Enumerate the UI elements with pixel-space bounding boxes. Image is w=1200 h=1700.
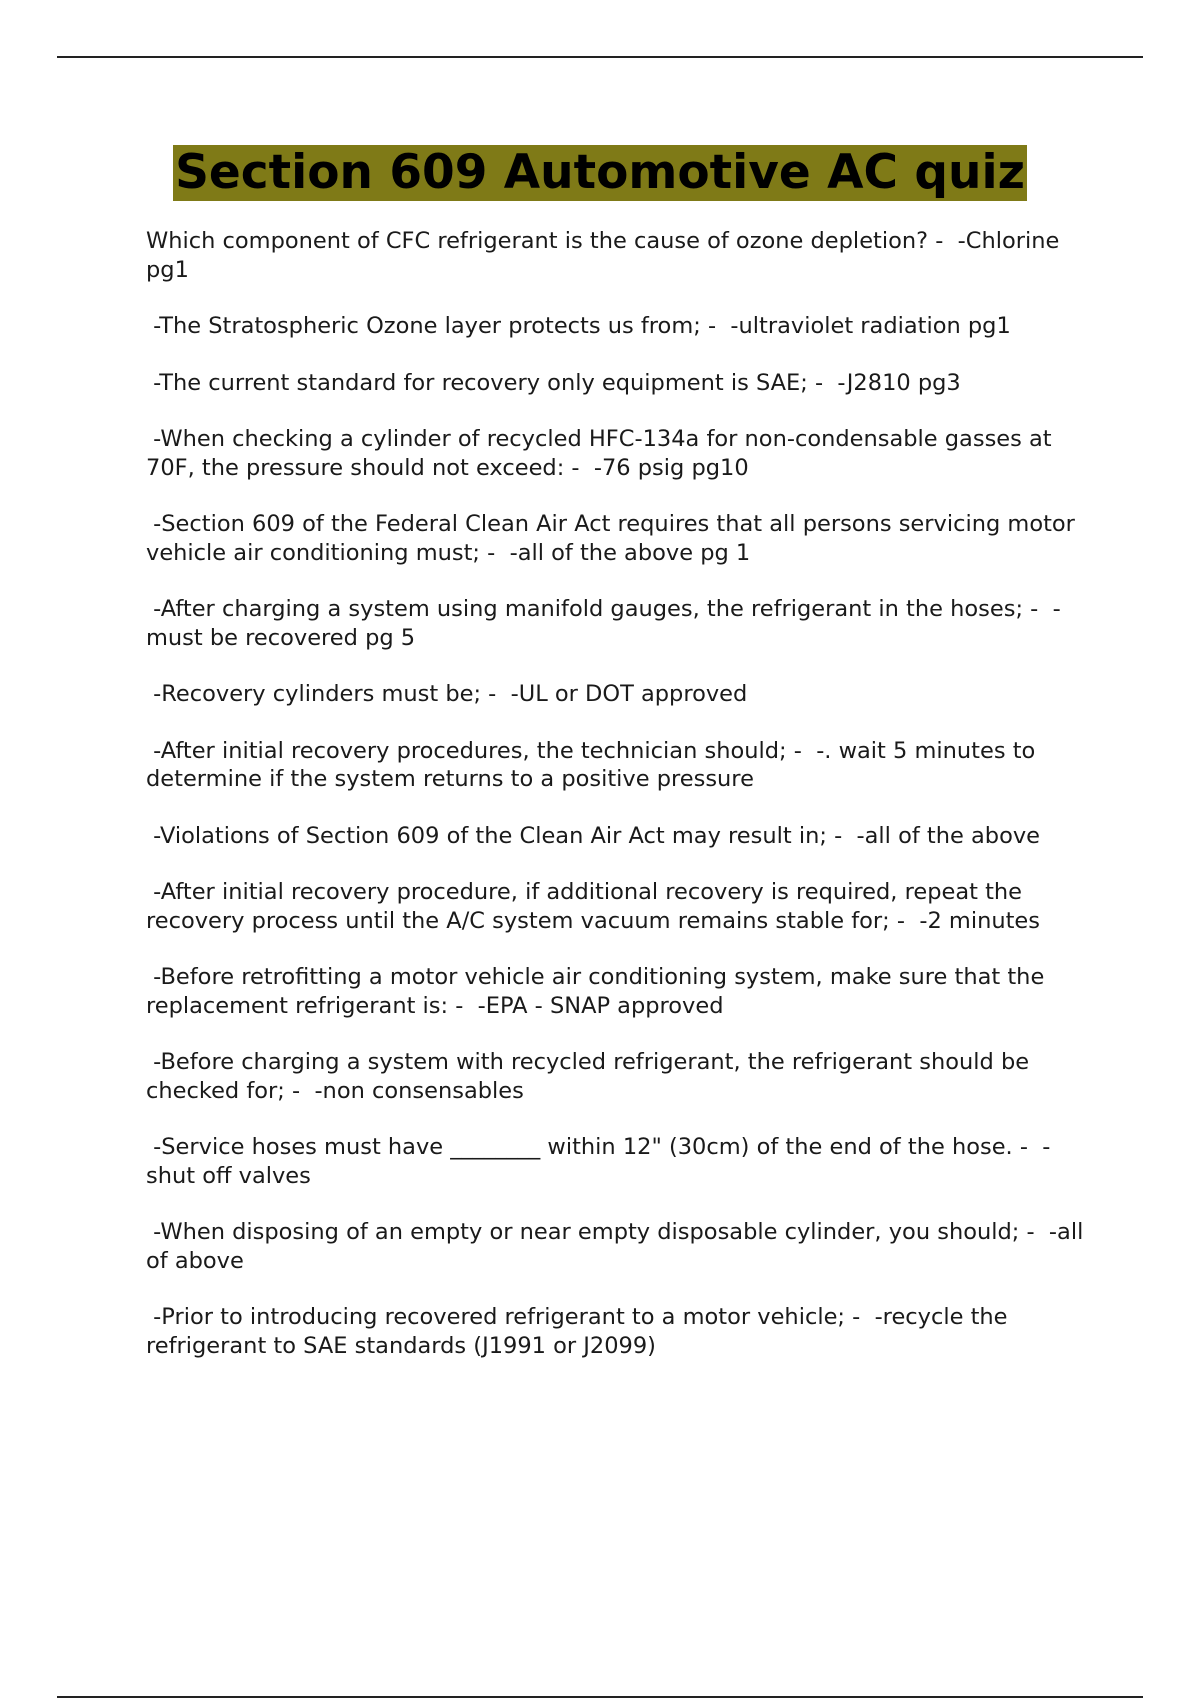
question-item: -Before charging a system with recycled refrigerant, the refrigerant should be checked for; - -non consensables — [146, 1049, 1037, 1104]
question-item: -After charging a system using manifold gauges, the refrigerant in the hoses; - -must be recovered pg 5 — [146, 596, 1061, 651]
question-item: -Recovery cylinders must be; - -UL or DOT approved — [146, 681, 748, 707]
question-list — [146, 227, 1096, 1388]
question-item: -Violations of Section 609 of the Clean Air Act may result in; - -all of the above — [146, 822, 1040, 849]
question-item: -After initial recovery procedures, the technician should; - -. wait 5 minutes to determine if the system returns to a positive pressure — [146, 737, 1043, 792]
question-item: -Service hoses must have ________ within 12" (30cm) of the end of the hose. - -shut off valves — [146, 1134, 1051, 1189]
question-item: -Before retrofitting a motor vehicle air conditioning system, make sure that the replacement refrigerant is: - -EPA - SNAP approved — [146, 964, 1052, 1019]
question-item: -The current standard for recovery only equipment is SAE; - -J2810 pg3 — [146, 369, 961, 396]
question-item: -When checking a cylinder of recycled HFC-134a for non-condensable gasses at 70F, the pressure should not exceed: - -76 psig pg10 — [146, 426, 1059, 481]
question-item: -After initial recovery procedure, if additional recovery is required, repeat the recovery process until the A/C system vacuum remains stable for; - -2 minutes — [146, 879, 1041, 934]
question-item: -Section 609 of the Federal Clean Air Act requires that all persons servicing motor vehicle air conditioning must; - -all of the above pg 1 — [146, 511, 1083, 566]
top-rule — [57, 56, 1143, 58]
question-item: Which component of CFC refrigerant is the cause of ozone depletion? - -Chlorine pg1 — [146, 228, 1067, 283]
question-item: -When disposing of an empty or near empty disposable cylinder, you should; - -all of above — [146, 1219, 1091, 1274]
document-title: Section 609 Automotive AC quiz — [175, 145, 1025, 200]
bottom-rule — [57, 1696, 1143, 1698]
title-area — [0, 145, 1200, 201]
question-item: -The Stratospheric Ozone layer protects us from; - -ultraviolet radiation pg1 — [146, 313, 1011, 339]
question-item: -Prior to introducing recovered refrigerant to a motor vehicle; - -recycle the refrigerant to SAE standards (J1991 or J2099) — [146, 1304, 1015, 1359]
